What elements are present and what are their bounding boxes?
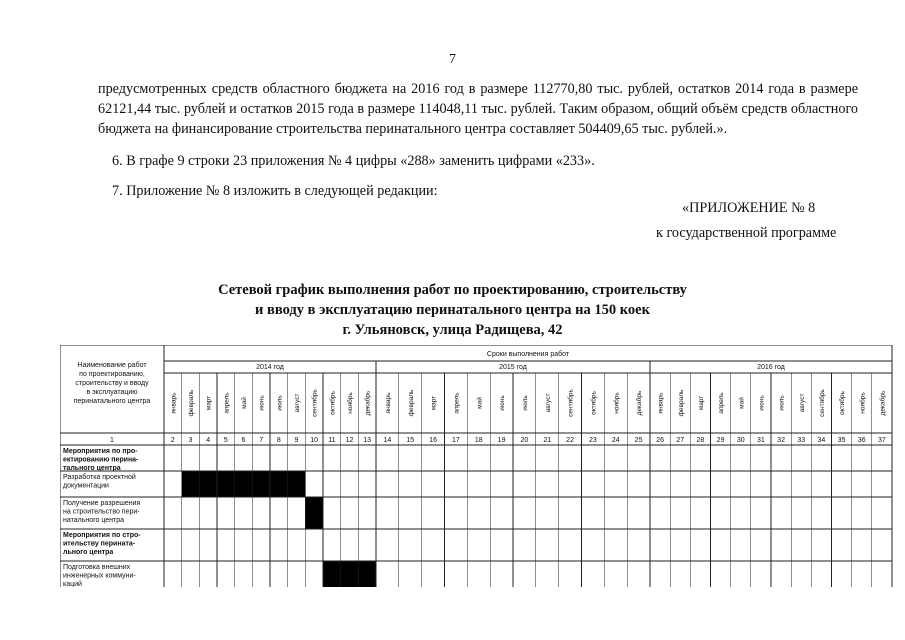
- month-label: март: [205, 395, 213, 411]
- column-number: 14: [383, 437, 392, 444]
- row-name: Мероприятия по стро-ительству перината-льного центра: [63, 532, 141, 556]
- month-label: апрель: [718, 392, 726, 414]
- year-label: 2015 год: [499, 364, 527, 371]
- month-label: декабрь: [364, 390, 372, 416]
- gantt-bar-cell: [217, 471, 235, 497]
- month-label: февраль: [677, 389, 685, 417]
- month-label: май: [738, 397, 746, 409]
- column-number: 30: [736, 437, 745, 444]
- paragraph-item-7: 7. Приложение № 8 изложить в следующей редакции:: [112, 183, 438, 199]
- appendix-subtitle: к государственной программе: [656, 225, 837, 241]
- month-label: май: [241, 397, 248, 409]
- paragraph-item-6: 6. В графе 9 строки 23 приложения № 4 цифры «288» заменить цифрами «233».: [112, 153, 595, 169]
- column-number: 4: [206, 437, 211, 444]
- column-number: 25: [634, 437, 643, 444]
- month-label: июль: [521, 395, 529, 411]
- schedule-title-line-3: г. Ульяновск, улица Радищева, 42: [342, 322, 563, 338]
- column-number: 9: [294, 437, 299, 444]
- month-label: сентябрь: [311, 389, 319, 417]
- gantt-bar-cell: [288, 471, 306, 497]
- month-label: февраль: [188, 389, 195, 417]
- column-number: 13: [363, 437, 372, 444]
- column-number: 31: [757, 437, 765, 444]
- column-number: 6: [241, 437, 246, 444]
- row-name: Разработка проектной документации: [63, 474, 136, 490]
- month-label: август: [544, 393, 552, 413]
- schedule-title-line-2: и вводу в эксплуатацию перинатального центра на 150 коек: [255, 302, 650, 318]
- column-number: 8: [276, 437, 281, 444]
- month-label: июнь: [258, 395, 266, 411]
- column-number: 10: [310, 437, 319, 444]
- gantt-bar-cell: [199, 471, 217, 497]
- month-label: июнь: [758, 395, 766, 411]
- month-label: март: [430, 395, 438, 411]
- month-label: ноябрь: [347, 392, 354, 414]
- column-number: 15: [406, 437, 415, 444]
- column-number: 28: [696, 437, 705, 444]
- column-number: 20: [520, 437, 529, 444]
- gantt-bar-cell: [270, 471, 288, 497]
- month-label: апрель: [223, 392, 231, 414]
- month-label: октябрь: [839, 391, 847, 415]
- schedule-title-line-1: Сетевой график выполнения работ по проектированию, строительству: [218, 282, 687, 298]
- gantt-bar-cell: [341, 561, 359, 587]
- column-number: 22: [566, 437, 574, 444]
- column-number: 24: [611, 437, 620, 444]
- paragraph-budget: предусмотренных средств областного бюджета на 2016 год в размере 112770,80 тыс. рублей, остатков 2014 года в размере 62121,44 тыс. рублей и остатков 2015 года в размере 114048,11 тыс. рублей. Таким образом, общий объём средств областного бюджета на финансирование строительства перинатального центра составляет 504409,65 тыс. рублей.».: [98, 81, 858, 137]
- page-number: 7: [449, 52, 456, 67]
- month-label: июль: [778, 395, 786, 411]
- column-number: 35: [837, 437, 846, 444]
- column-number: 37: [878, 437, 886, 444]
- column-number: 29: [716, 437, 725, 444]
- column-number: 33: [797, 437, 806, 444]
- month-label: ноябрь: [613, 392, 621, 414]
- column-number: 36: [857, 437, 866, 444]
- month-label: декабрь: [879, 390, 887, 416]
- gantt-table: [60, 345, 896, 587]
- column-number: 1: [110, 437, 114, 444]
- column-number: 3: [188, 437, 193, 444]
- schedule-title: [0, 280, 905, 340]
- month-label: сентябрь: [567, 389, 575, 417]
- column-number: 32: [777, 437, 785, 444]
- column-number: 23: [589, 437, 597, 444]
- column-number: 16: [429, 437, 437, 444]
- gantt-bar-cell: [305, 497, 323, 529]
- month-label: апрель: [453, 392, 461, 414]
- month-label: май: [476, 397, 484, 409]
- month-label: август: [294, 393, 301, 413]
- column-number: 19: [497, 437, 506, 444]
- column-number: 7: [259, 437, 264, 444]
- gantt-bar-cell: [252, 471, 270, 497]
- month-label: март: [697, 395, 705, 411]
- month-label: февраль: [407, 389, 415, 417]
- column-number: 34: [817, 437, 826, 444]
- gantt-bar-cell: [182, 471, 200, 497]
- month-label: октябрь: [329, 391, 337, 415]
- column-number: 11: [328, 437, 336, 444]
- column-number: 17: [452, 437, 460, 444]
- row-name: Мероприятия по про-ектированию перина-тального центра: [63, 448, 139, 472]
- month-label: январь: [657, 392, 665, 414]
- gantt-bar-cell: [235, 471, 253, 497]
- year-label: 2016 год: [757, 364, 785, 371]
- month-label: январь: [170, 392, 178, 414]
- group-header: Сроки выполнения работ: [486, 351, 570, 358]
- column-number: 26: [656, 437, 664, 444]
- row-name: Получение разрешения на строительство пери-натального центра: [63, 500, 141, 524]
- month-label: ноябрь: [859, 392, 867, 414]
- column-number: 5: [223, 437, 228, 444]
- row-name: Подготовка внешних инженерных коммуни-каций: [63, 564, 136, 587]
- gantt-bar-cell: [323, 561, 341, 587]
- month-label: сентябрь: [818, 389, 826, 417]
- column-number: 2: [170, 437, 175, 444]
- column-number: 18: [474, 437, 483, 444]
- month-label: октябрь: [590, 391, 598, 415]
- column-number: 27: [676, 437, 685, 444]
- month-label: декабрь: [636, 390, 644, 416]
- gantt-bar-cell: [358, 561, 376, 587]
- year-label: 2014 год: [256, 364, 284, 371]
- first-column-header: Наименование работ по проектированию, строительству и вводу в эксплуатацию перинатального центра: [73, 362, 151, 405]
- month-label: июль: [276, 395, 284, 411]
- appendix-title: «ПРИЛОЖЕНИЕ № 8: [682, 200, 816, 216]
- month-label: июнь: [499, 395, 507, 411]
- month-label: август: [798, 393, 806, 413]
- column-number: 12: [345, 437, 354, 444]
- column-number: 21: [543, 437, 552, 444]
- month-label: январь: [384, 392, 392, 414]
